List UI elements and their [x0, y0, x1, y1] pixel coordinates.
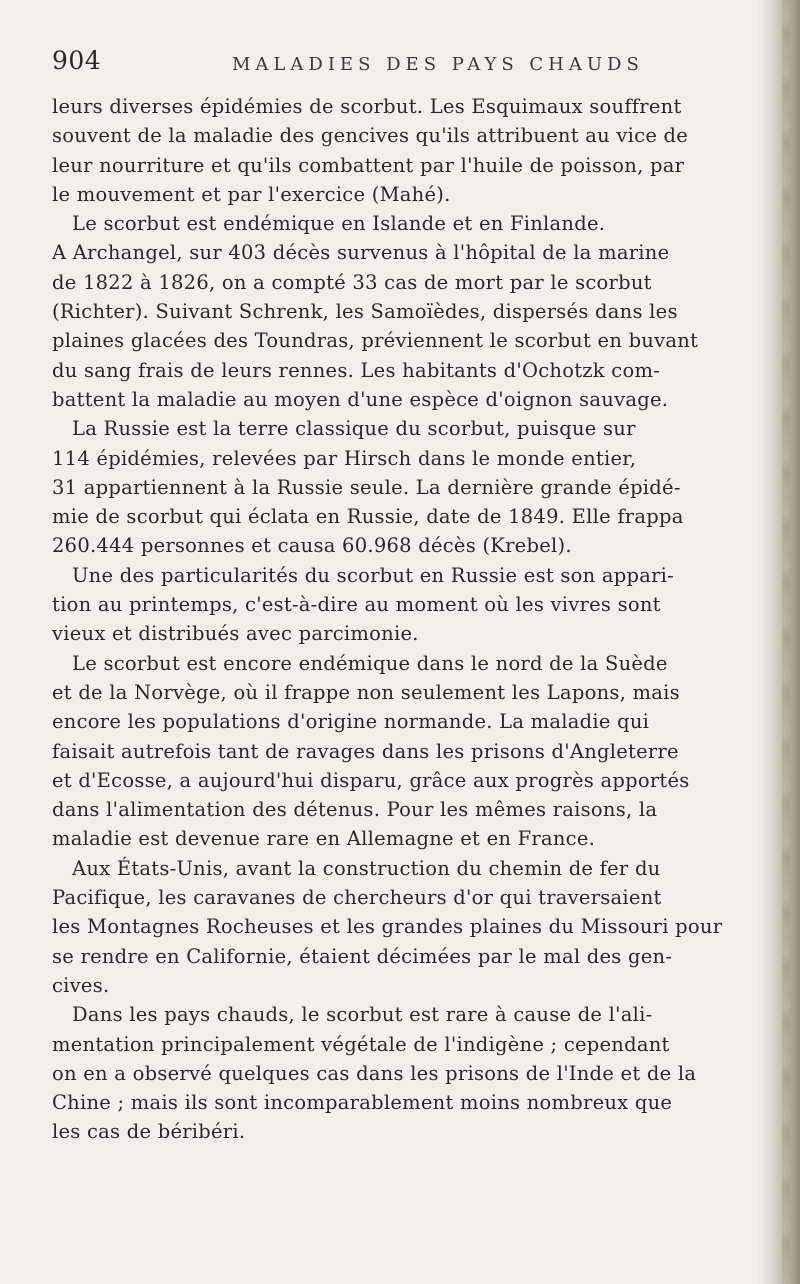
text-line: mie de scorbut qui éclata en Russie, date de 1849. Elle frappa	[52, 505, 684, 529]
text-line: se rendre en Californie, étaient décimées par le mal des gen-	[52, 944, 673, 968]
text-line: de 1822 à 1826, on a compté 33 cas de mort par le scorbut	[52, 270, 652, 294]
text-line: Le scorbut est encore endémique dans le nord de la Suède	[72, 651, 668, 675]
binding-edge	[782, 0, 790, 1284]
text-line: (Richter). Suivant Schrenk, les Samoïèdes, dispersés dans les	[52, 300, 678, 324]
text-line: plaines glacées des Toundras, préviennent le scorbut en buvant	[52, 329, 699, 353]
text-line: La Russie est la terre classique du scorbut, puisque sur	[72, 417, 636, 441]
page-header	[52, 46, 752, 86]
running-title: MALADIES DES PAYS CHAUDS	[232, 54, 644, 75]
text-line: Aux États-Unis, avant la construction du chemin de fer du	[72, 856, 661, 880]
page-edge-shadow	[758, 0, 800, 1284]
text-line: du sang frais de leurs rennes. Les habitants d'Ochotzk com-	[52, 358, 661, 382]
text-line: 114 épidémies, relevées par Hirsch dans le monde entier,	[52, 446, 637, 470]
text-line: Pacifique, les caravanes de chercheurs d'or qui traversaient	[52, 886, 662, 910]
text-line: le mouvement et par l'exercice (Mahé).	[52, 182, 451, 206]
body-text	[52, 92, 756, 1147]
text-line: cives.	[52, 973, 110, 997]
text-line: mentation principalement végétale de l'indigène ; cependant	[52, 1032, 670, 1056]
text-line: dans l'alimentation des détenus. Pour les mêmes raisons, la	[52, 798, 658, 822]
text-line: encore les populations d'origine normande. La maladie qui	[52, 710, 650, 734]
text-line: 260.444 personnes et causa 60.968 décès (Krebel).	[52, 534, 572, 558]
text-line: Dans les pays chauds, le scorbut est rare à cause de l'ali-	[72, 1003, 653, 1027]
text-line: battent la maladie au moyen d'une espèce d'oignon sauvage.	[52, 387, 669, 411]
text-line: souvent de la maladie des gencives qu'ils attribuent au vice de	[52, 124, 689, 148]
text-line: Chine ; mais ils sont incomparablement moins nombreux que	[52, 1091, 673, 1115]
text-line: A Archangel, sur 403 décès survenus à l'hôpital de la marine	[52, 241, 670, 265]
text-line: 31 appartiennent à la Russie seule. La dernière grande épidé-	[52, 475, 681, 499]
text-line: tion au printemps, c'est-à-dire au moment où les vivres sont	[52, 593, 661, 617]
text-line: leur nourriture et qu'ils combattent par l'huile de poisson, par	[52, 153, 685, 177]
text-line: vieux et distribués avec parcimonie.	[52, 622, 419, 646]
text-line: maladie est devenue rare en Allemagne et en France.	[52, 827, 596, 851]
text-line: les Montagnes Rocheuses et les grandes plaines du Missouri pour	[52, 915, 723, 939]
text-line: les cas de béribéri.	[52, 1120, 246, 1144]
text-line: et d'Ecosse, a aujourd'hui disparu, grâce aux progrès apportés	[52, 768, 690, 792]
page-number: 904	[52, 46, 102, 75]
text-line: et de la Norvège, où il frappe non seulement les Lapons, mais	[52, 680, 680, 704]
text-line: faisait autrefois tant de ravages dans les prisons d'Angleterre	[52, 739, 679, 763]
text-line: Le scorbut est endémique en Islande et en Finlande.	[72, 212, 606, 236]
text-line: leurs diverses épidémies de scorbut. Les Esquimaux souffrent	[52, 95, 682, 118]
text-line: on en a observé quelques cas dans les prisons de l'Inde et de la	[52, 1061, 697, 1085]
text-line: Une des particularités du scorbut en Russie est son appari-	[72, 563, 674, 587]
